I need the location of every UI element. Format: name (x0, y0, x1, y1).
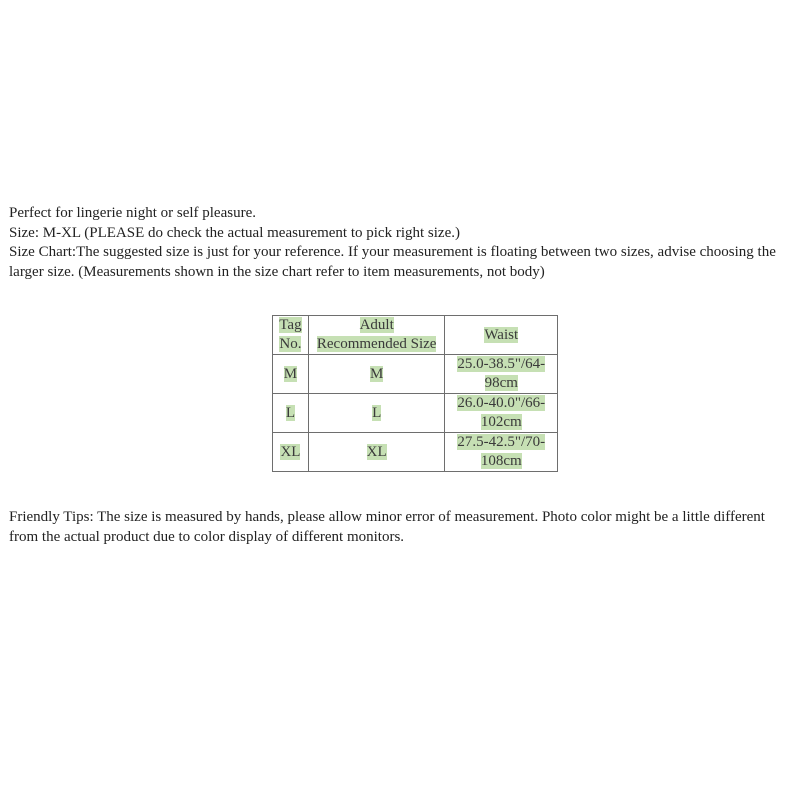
table-row (273, 433, 558, 472)
cell-waist (445, 355, 558, 394)
table-header-row (273, 316, 558, 355)
description-line-2: Size: M-XL (PLEASE do check the actual measurement to pick right size.) (9, 224, 460, 241)
cell-waist-line2: 102cm (480, 414, 522, 430)
tips-text: Friendly Tips: The size is measured by hands, please allow minor error of measurement. Photo color might be a little different from the actual product due to color display of different monitors. (9, 509, 765, 545)
header-tag-no (273, 316, 309, 355)
cell-adult (308, 394, 445, 433)
cell-adult (308, 433, 445, 472)
cell-waist-line1: 25.0-38.5"/64- (457, 356, 546, 372)
description-line-3: Size Chart:The suggested size is just for your reference. If your measurement is floating between two sizes, advise choosing the larger size. (Measurements shown in the size chart refer to item measurements, not body) (9, 244, 776, 280)
cell-tag-value: L (285, 404, 296, 421)
cell-adult (308, 355, 445, 394)
header-adult-size (308, 316, 445, 355)
header-adult-line1: Adult (359, 317, 394, 333)
cell-tag-value: XL (280, 443, 301, 460)
cell-waist-line1: 26.0-40.0"/66- (457, 395, 546, 411)
cell-adult-value: XL (366, 443, 387, 460)
cell-waist (445, 394, 558, 433)
header-tag-line2: No. (279, 336, 302, 352)
friendly-tips (9, 508, 795, 547)
cell-tag (273, 433, 309, 472)
product-description (9, 204, 795, 282)
cell-waist-line2: 108cm (480, 453, 522, 469)
cell-waist (445, 433, 558, 472)
cell-adult-value: M (370, 365, 384, 382)
header-tag-line1: Tag (279, 317, 302, 333)
table-row (273, 355, 558, 394)
header-waist (445, 316, 558, 355)
cell-adult-value: L (372, 404, 382, 421)
header-adult-line2: Recommended Size (316, 336, 437, 352)
cell-tag (273, 355, 309, 394)
cell-tag-value: M (283, 365, 298, 382)
cell-tag (273, 394, 309, 433)
cell-waist-line2: 98cm (484, 375, 518, 391)
header-waist-label: Waist (484, 326, 519, 343)
size-chart-table (272, 315, 558, 472)
table-row (273, 394, 558, 433)
cell-waist-line1: 27.5-42.5"/70- (457, 434, 546, 450)
description-line-1: Perfect for lingerie night or self pleasure. (9, 205, 256, 221)
